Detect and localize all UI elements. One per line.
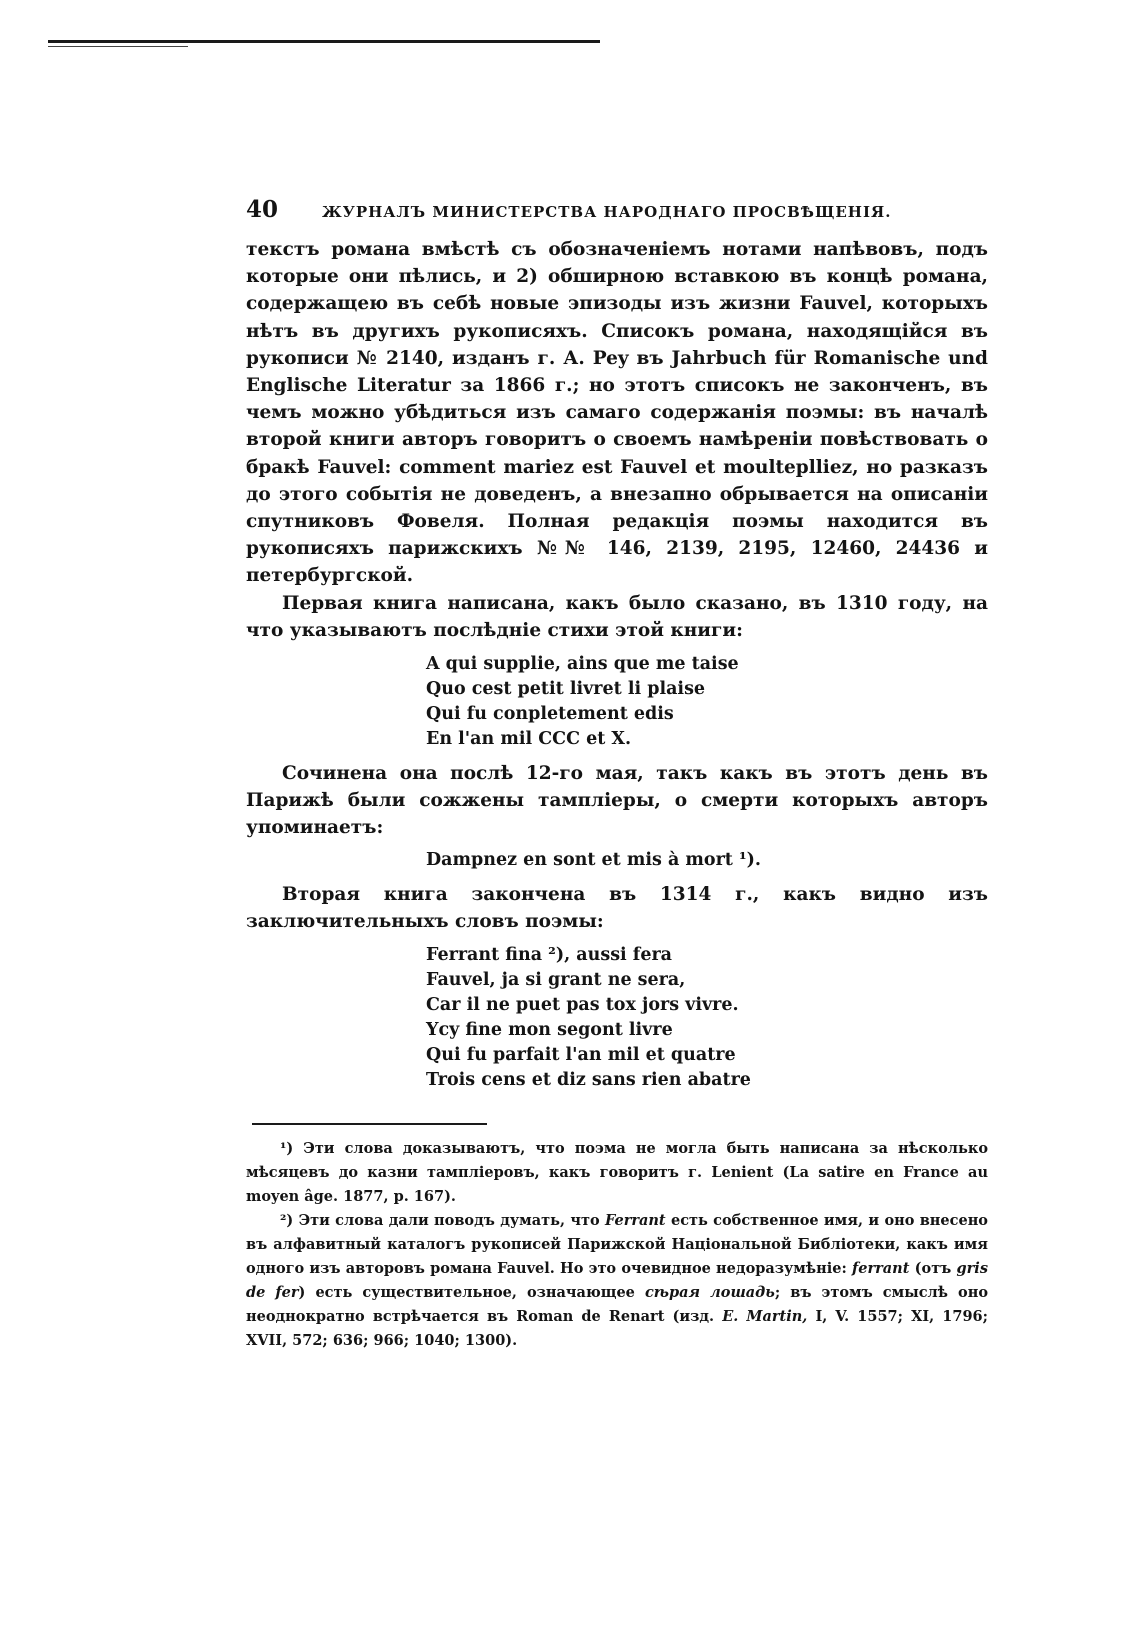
footnote-text: Эти слова доказываютъ, что поэма не могла быть написана за нѣсколько мѣсяцевъ до казни тампліеровъ, какъ говоритъ г. Lenient (La satire en France au moyen âge. 1877, p. 167). — [246, 1140, 988, 1206]
footnote-marker: ²) — [280, 1212, 294, 1230]
running-title: ЖУРНАЛЪ МИНИСТЕРСТВА НАРОДНАГО ПРОСВѢЩЕНІЯ. — [322, 203, 892, 221]
footnote-marker: ¹) — [280, 1140, 294, 1158]
footnote-italic: ferrant — [852, 1260, 910, 1278]
footnote-text: (отъ — [914, 1260, 952, 1278]
verse-block-2 — [426, 848, 988, 873]
page-header — [246, 196, 988, 236]
verse-line: A qui supplie, ains que me taise — [426, 654, 739, 675]
scan-edge-rule-thin — [48, 46, 188, 47]
footnote-2 — [246, 1209, 988, 1353]
footnote-italic: Ferrant — [604, 1212, 666, 1230]
footnote-text: Эти слова дали поводъ думать, что — [298, 1212, 600, 1230]
verse-line: Qui fu conpletement edis — [426, 704, 674, 725]
footnote-text: ; въ этомъ смыслѣ оно неоднократно встрѣчается въ Roman de Renart (изд. — [246, 1284, 988, 1326]
verse-line: Fauvel, ja si grant ne sera, — [426, 970, 686, 991]
verse-block-3 — [426, 943, 988, 1093]
footnote-text: ) есть существительное, означающее — [298, 1284, 635, 1302]
footnote-italic: gris de fer — [246, 1260, 988, 1302]
footnote-text: I, V. 1557; XI, 1796; XVII, 572; 636; 966; 1040; 1300). — [246, 1308, 988, 1350]
footnote-text: есть собственное имя, и оно внесено въ алфавитный каталогъ рукописей Парижской Національной Библіотеки, какъ имя одного изъ авторовъ романа Fauvel. Но это очевидное недоразумѣніе: — [246, 1212, 988, 1278]
page — [246, 196, 988, 1353]
paragraph: Первая книга написана, какъ было сказано, въ 1310 году, на что указываютъ послѣдніе стихи этой книги: — [246, 592, 988, 641]
verse-block-1 — [426, 652, 988, 752]
page-number: 40 — [246, 196, 279, 223]
footnote-divider — [252, 1123, 487, 1125]
paragraph: Вторая книга закончена въ 1314 г., какъ видно изъ заключительныхъ словъ поэмы: — [246, 883, 988, 932]
verse-line: En l'an mil CCC et X. — [426, 729, 632, 750]
verse-line: Ycy fine mon segont livre — [426, 1020, 673, 1041]
scan-edge-rule — [48, 40, 600, 43]
verse-line: Car il ne puet pas tox jors vivre. — [426, 995, 739, 1016]
footnote-1 — [246, 1137, 988, 1209]
footnotes — [246, 1137, 988, 1353]
verse-line: Dampnez en sont et mis à mort ¹). — [426, 849, 762, 870]
footnote-italic: E. Martin, — [722, 1308, 808, 1326]
body-text — [246, 236, 988, 1093]
footnote-italic: сѣрая лошадь — [644, 1284, 775, 1302]
paragraph: Сочинена она послѣ 12-го мая, такъ какъ въ этотъ день въ Парижѣ были сожжены тампліеры, о смерти которыхъ авторъ упоминаетъ: — [246, 763, 988, 839]
verse-line: Ferrant fina ²), aussi fera — [426, 945, 673, 966]
verse-line: Trois cens et diz sans rien abatre — [426, 1070, 751, 1091]
paragraph: текстъ романа вмѣстѣ съ обозначеніемъ нотами напѣвовъ, подъ которые они пѣлись, и 2) обширною вставкою въ концѣ романа, содержащею въ себѣ новые эпизоды изъ жизни Fauvel, которыхъ нѣтъ въ другихъ рукописяхъ. Списокъ романа, находящійся въ рукописи № 2140, изданъ г. А. Pey въ Jahrbuch für Romanische und Englische Literatur за 1866 г.; но этотъ списокъ не законченъ, въ чемъ можно убѣдиться изъ самаго содержанія поэмы: въ началѣ второй книги авторъ говоритъ о своемъ намѣреніи повѣствовать о бракѣ Fauvel: comment mariez est Fauvel et moulteplliez, но разказъ до этого событія не доведенъ, а внезапно обрывается на описаніи спутниковъ Фовеля. Полная редакція поэмы находится въ рукописяхъ парижскихъ №№ 146, 2139, 2195, 12460, 24436 и петербургской. — [246, 239, 988, 587]
verse-line: Quo cest petit livret li plaise — [426, 679, 706, 700]
verse-line: Qui fu parfait l'an mil et quatre — [426, 1045, 736, 1066]
